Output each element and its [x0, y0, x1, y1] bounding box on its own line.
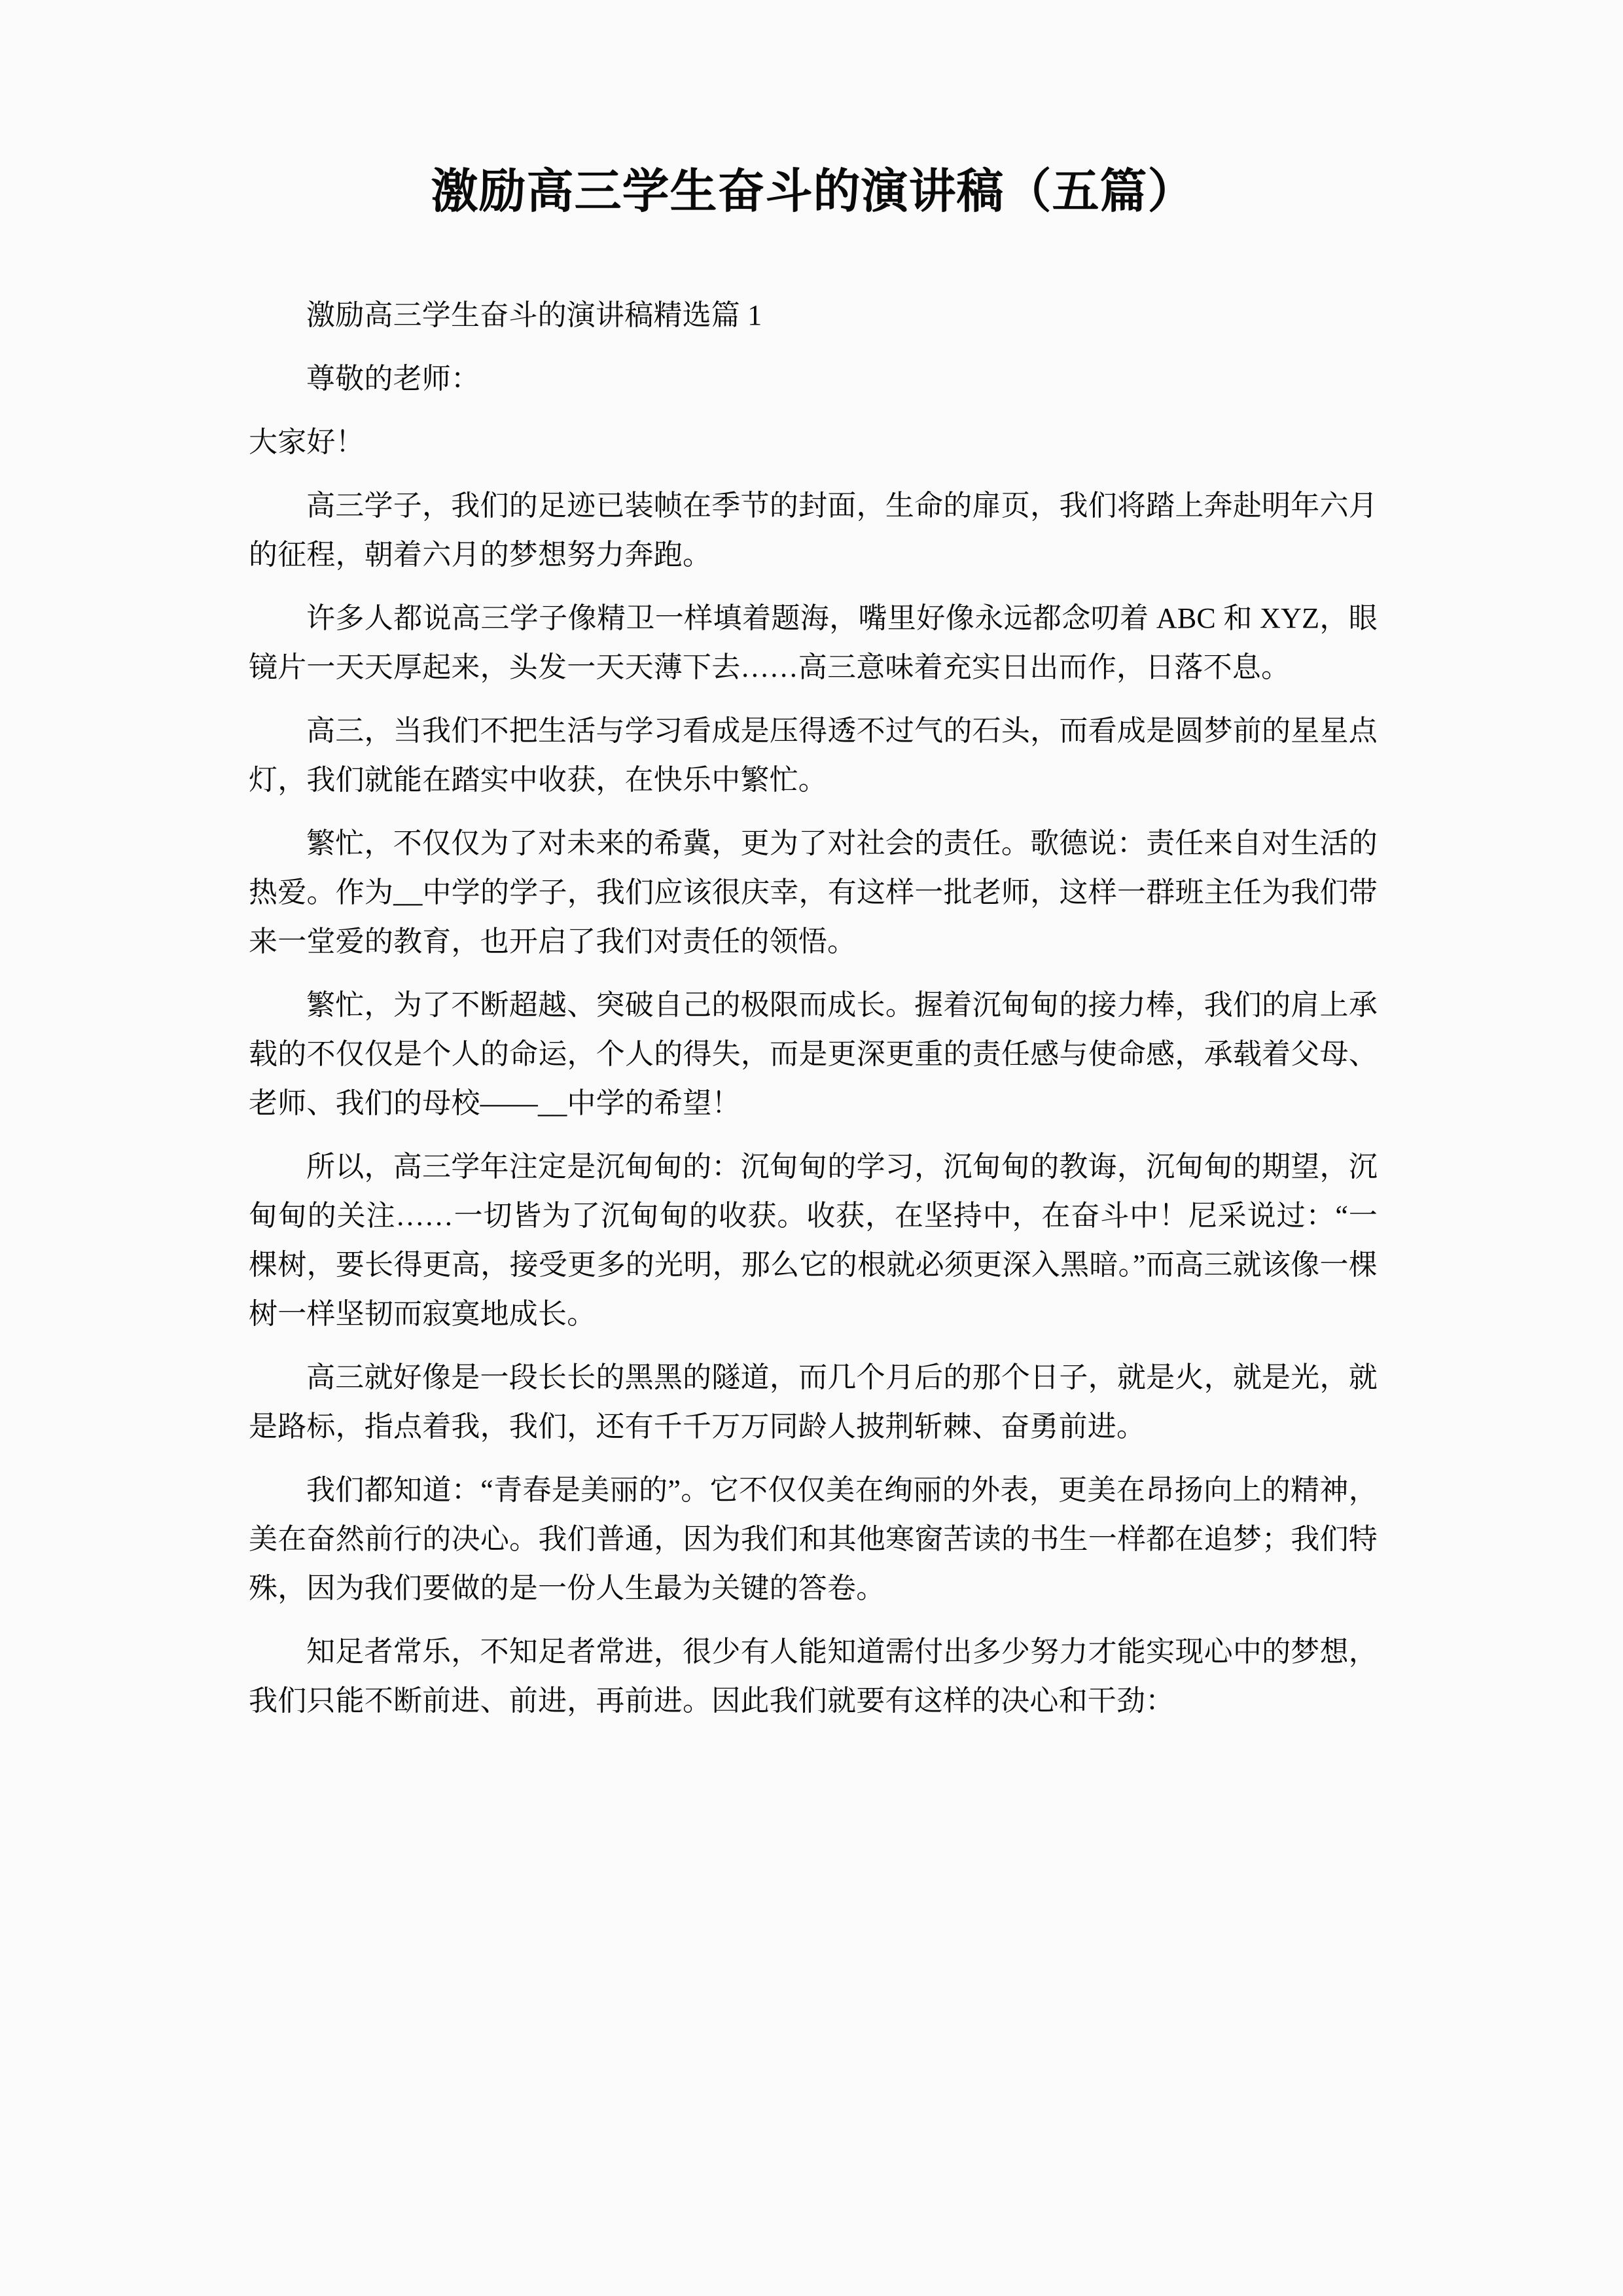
document-content: [249, 291, 1378, 1725]
paragraph-body-7: 高三就好像是一段长长的黑黑的隧道，而几个月后的那个日子，就是火，就是光，就是路标，指点着我，我们，还有千千万万同龄人披荆斩棘、奋勇前进。: [249, 1361, 1378, 1443]
paragraph-body-1: 高三学子，我们的足迹已装帧在季节的封面，生命的扉页，我们将踏上奔赴明年六月的征程，朝着六月的梦想努力奔跑。: [249, 490, 1378, 571]
paragraph-body-5: 繁忙，为了不断超越、突破自己的极限而成长。握着沉甸甸的接力棒，我们的肩上承载的不仅仅是个人的命运，个人的得失，而是更深更重的责任感与使命感，承载着父母、老师、我们的母校——__中学的希望！: [249, 989, 1378, 1120]
paragraph-body-8: 我们都知道：“青春是美丽的”。它不仅仅美在绚丽的外表，更美在昂扬向上的精神，美在奋然前行的决心。我们普通，因为我们和其他寒窗苦读的书生一样都在追梦；我们特殊，因为我们要做的是一份人生最为关键的答卷。: [249, 1474, 1378, 1605]
page-body: [249, 164, 1378, 1740]
paragraph-body-9: 知足者常乐，不知足者常进，很少有人能知道需付出多少努力才能实现心中的梦想，我们只能不断前进、前进，再前进。因此我们就要有这样的决心和干劲：: [249, 1636, 1378, 1717]
paragraph-body-4: 繁忙，不仅仅为了对未来的希冀，更为了对社会的责任。歌德说：责任来自对生活的热爱。作为__中学的学子，我们应该很庆幸，有这样一批老师，这样一群班主任为我们带来一堂爱的教育，也开启了我们对责任的领悟。: [249, 827, 1378, 958]
paragraph-salutation: 尊敬的老师：: [306, 363, 480, 395]
paragraph-body-6: 所以，高三学年注定是沉甸甸的：沉甸甸的学习，沉甸甸的教诲，沉甸甸的期望，沉甸甸的关注……一切皆为了沉甸甸的收获。收获，在坚持中，在奋斗中！尼采说过：“一棵树，要长得更高，接受更多的光明，那么它的根就必须更深入黑暗。”而高三就该像一棵树一样坚韧而寂寞地成长。: [249, 1151, 1378, 1331]
paragraph-heading-1: 激励高三学生奋斗的演讲稿精选篇 1: [306, 299, 762, 332]
paragraph-greeting: 大家好！: [249, 426, 365, 459]
paragraph-body-2: 许多人都说高三学子像精卫一样填着题海，嘴里好像永远都念叨着 ABC 和 XYZ，眼镜片一天天厚起来，头发一天天薄下去……高三意味着充实日出而作，日落不息。: [249, 602, 1378, 684]
paragraph-body-3: 高三，当我们不把生活与学习看成是压得透不过气的石头，而看成是圆梦前的星星点灯，我们就能在踏实中收获，在快乐中繁忙。: [249, 715, 1378, 797]
document-title: 激励高三学生奋斗的演讲稿（五篇）: [431, 166, 1196, 218]
